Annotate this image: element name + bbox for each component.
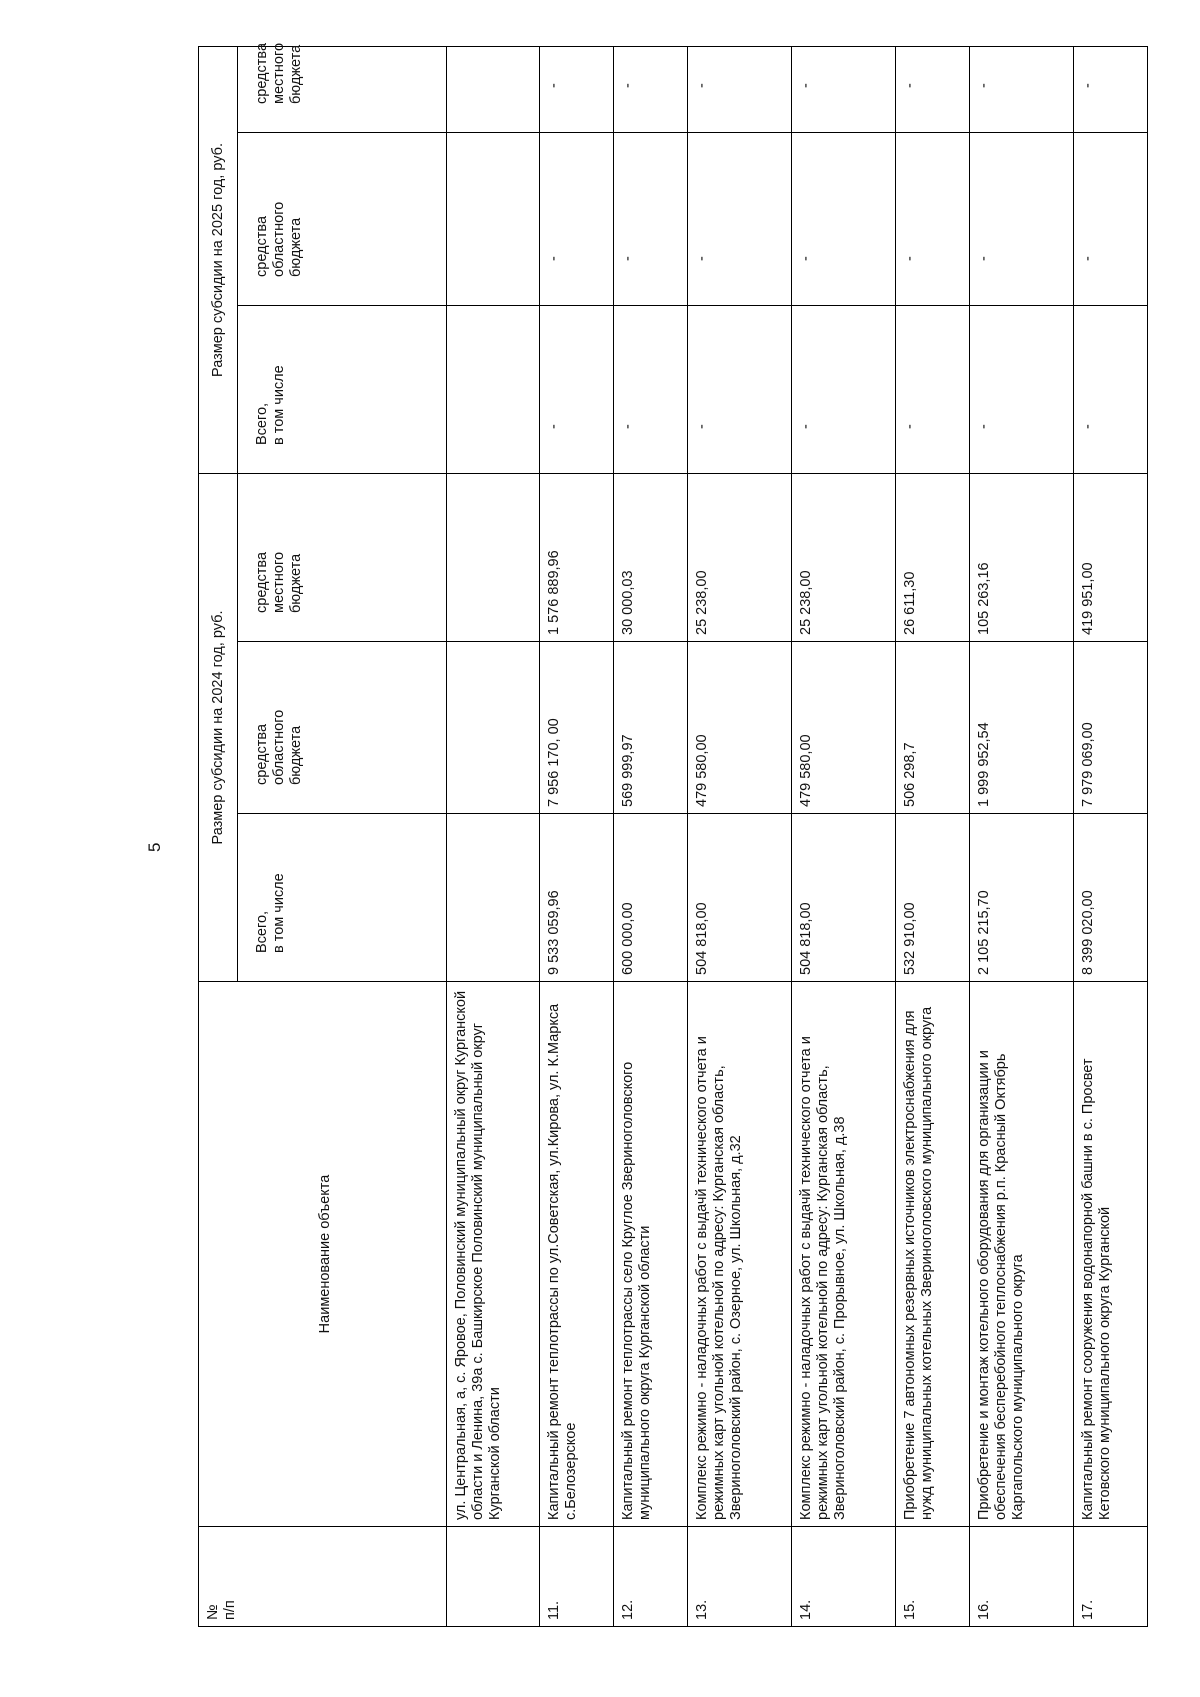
row-num: 15. bbox=[896, 1527, 970, 1627]
cell-local-2025: - bbox=[540, 47, 614, 133]
cell-local-2025: - bbox=[613, 47, 687, 133]
cell-local-2025 bbox=[447, 47, 540, 133]
row-name: Приобретение 7 автономных резервных источников электроснабжения для нужд муниципальных котельных Звериноголовского муниципального округа bbox=[896, 982, 970, 1527]
cell-local-2024: 30 000,03 bbox=[613, 474, 687, 642]
cell-total-2025: - bbox=[613, 306, 687, 474]
cell-total-2024: 600 000,00 bbox=[613, 814, 687, 982]
cell-local-2024: 419 951,00 bbox=[1074, 474, 1148, 642]
cell-local-2025: - bbox=[791, 47, 895, 133]
cell-regional-2024: 506 298,7 bbox=[896, 642, 970, 814]
cell-local-2025: - bbox=[969, 47, 1073, 133]
cell-total-2024: 2 105 215,70 bbox=[969, 814, 1073, 982]
table-row bbox=[687, 47, 791, 1627]
cell-local-2025: - bbox=[896, 47, 970, 133]
cell-total-2025 bbox=[447, 306, 540, 474]
cell-regional-2025: - bbox=[613, 133, 687, 306]
row-num: 14. bbox=[791, 1527, 895, 1627]
cell-local-2024 bbox=[447, 474, 540, 642]
header-local-2024: средства местного бюджета bbox=[238, 474, 447, 642]
table-row bbox=[969, 47, 1073, 1627]
row-name: Капитальный ремонт сооружения водонапорной башни в с. Просвет Кетовского муниципального округа Курганской bbox=[1074, 982, 1148, 1527]
cell-local-2024: 25 238,00 bbox=[791, 474, 895, 642]
header-name: Наименование объекта bbox=[199, 982, 447, 1527]
cell-regional-2024: 7 979 069,00 bbox=[1074, 642, 1148, 814]
rotated-table-container bbox=[198, 42, 1148, 1627]
cell-total-2024: 504 818,00 bbox=[791, 814, 895, 982]
row-name: Капитальный ремонт теплотрассы по ул.Советская, ул.Кирова, ул. К.Маркса с.Белозерское bbox=[540, 982, 614, 1527]
header-2025: Размер субсидии на 2025 год, руб. bbox=[199, 47, 238, 474]
cell-total-2025: - bbox=[791, 306, 895, 474]
cell-total-2025: - bbox=[896, 306, 970, 474]
cell-regional-2024 bbox=[447, 642, 540, 814]
cell-regional-2025: - bbox=[896, 133, 970, 306]
cell-local-2024: 1 576 889,96 bbox=[540, 474, 614, 642]
table-row bbox=[1074, 47, 1148, 1627]
cell-regional-2025: - bbox=[540, 133, 614, 306]
cell-local-2024: 26 611,30 bbox=[896, 474, 970, 642]
cell-total-2025: - bbox=[540, 306, 614, 474]
header-num: № п/п bbox=[199, 1527, 447, 1627]
row-name: Комплекс режимно - наладочных работ с выдачй технического отчета и режимных карт угольной котельной по адресу: Курганская область, Звериноголовский район, с. Озерное, ул. Школьная, д.32 bbox=[687, 982, 791, 1527]
table-row bbox=[896, 47, 970, 1627]
cell-regional-2024: 7 956 170, 00 bbox=[540, 642, 614, 814]
page-number: 5 bbox=[145, 842, 164, 852]
cell-total-2025: - bbox=[1074, 306, 1148, 474]
table-row bbox=[447, 47, 540, 1627]
cell-regional-2025: - bbox=[1074, 133, 1148, 306]
cell-local-2024: 25 238,00 bbox=[687, 474, 791, 642]
cell-total-2024: 8 399 020,00 bbox=[1074, 814, 1148, 982]
cell-total-2024: 9 533 059,96 bbox=[540, 814, 614, 982]
cell-local-2025: - bbox=[1074, 47, 1148, 133]
cell-total-2024 bbox=[447, 814, 540, 982]
cell-total-2025: - bbox=[687, 306, 791, 474]
cell-regional-2025: - bbox=[969, 133, 1073, 306]
cell-total-2025: - bbox=[969, 306, 1073, 474]
cell-regional-2024: 1 999 952,54 bbox=[969, 642, 1073, 814]
header-regional-2024: средства областного бюджета bbox=[238, 642, 447, 814]
row-num: 12. bbox=[613, 1527, 687, 1627]
row-num bbox=[447, 1527, 540, 1627]
row-name: Комплекс режимно - наладочных работ с выдачй технического отчета и режимных карт угольной котельной по адресу: Курганская область, Звериноголовский район, с. Прорывное, ул. Школьная, д.38 bbox=[791, 982, 895, 1527]
cell-regional-2024: 569 999,97 bbox=[613, 642, 687, 814]
table-row bbox=[540, 47, 614, 1627]
row-num: 17. bbox=[1074, 1527, 1148, 1627]
cell-regional-2025: - bbox=[687, 133, 791, 306]
cell-regional-2024: 479 580,00 bbox=[687, 642, 791, 814]
row-name: ул. Центральная, а, с. Яровое, Половинский муниципальный округ Курганской области и Ленина, 39а с. Башкирское Половинский муниципальный округ Курганской области bbox=[447, 982, 540, 1527]
row-num: 13. bbox=[687, 1527, 791, 1627]
row-num: 11. bbox=[540, 1527, 614, 1627]
header-2024: Размер субсидии на 2024 год, руб. bbox=[199, 474, 238, 982]
header-local-2025: средства местного бюджета bbox=[238, 47, 447, 133]
header-regional-2025: средства областного бюджета bbox=[238, 133, 447, 306]
row-name: Капитальный ремонт теплотрассы село Круглое Звериноголовского муниципального округа Курганской области bbox=[613, 982, 687, 1527]
cell-local-2024: 105 263,16 bbox=[969, 474, 1073, 642]
cell-total-2024: 504 818,00 bbox=[687, 814, 791, 982]
cell-regional-2025 bbox=[447, 133, 540, 306]
row-name: Приобретение и монтаж котельного оборудования для организации и обеспечения бесперебойного теплоснабжения р.п. Красный Октябрь Каргапольского муниципального округа bbox=[969, 982, 1073, 1527]
cell-regional-2024: 479 580,00 bbox=[791, 642, 895, 814]
header-total-2025: Всего, в том числе bbox=[238, 306, 447, 474]
subsidy-table bbox=[198, 42, 1148, 1627]
table-row bbox=[613, 47, 687, 1627]
header-total-2024: Всего, в том числе bbox=[238, 814, 447, 982]
cell-local-2025: - bbox=[687, 47, 791, 133]
cell-regional-2025: - bbox=[791, 133, 895, 306]
cell-total-2024: 532 910,00 bbox=[896, 814, 970, 982]
row-num: 16. bbox=[969, 1527, 1073, 1627]
table-row bbox=[791, 47, 895, 1627]
